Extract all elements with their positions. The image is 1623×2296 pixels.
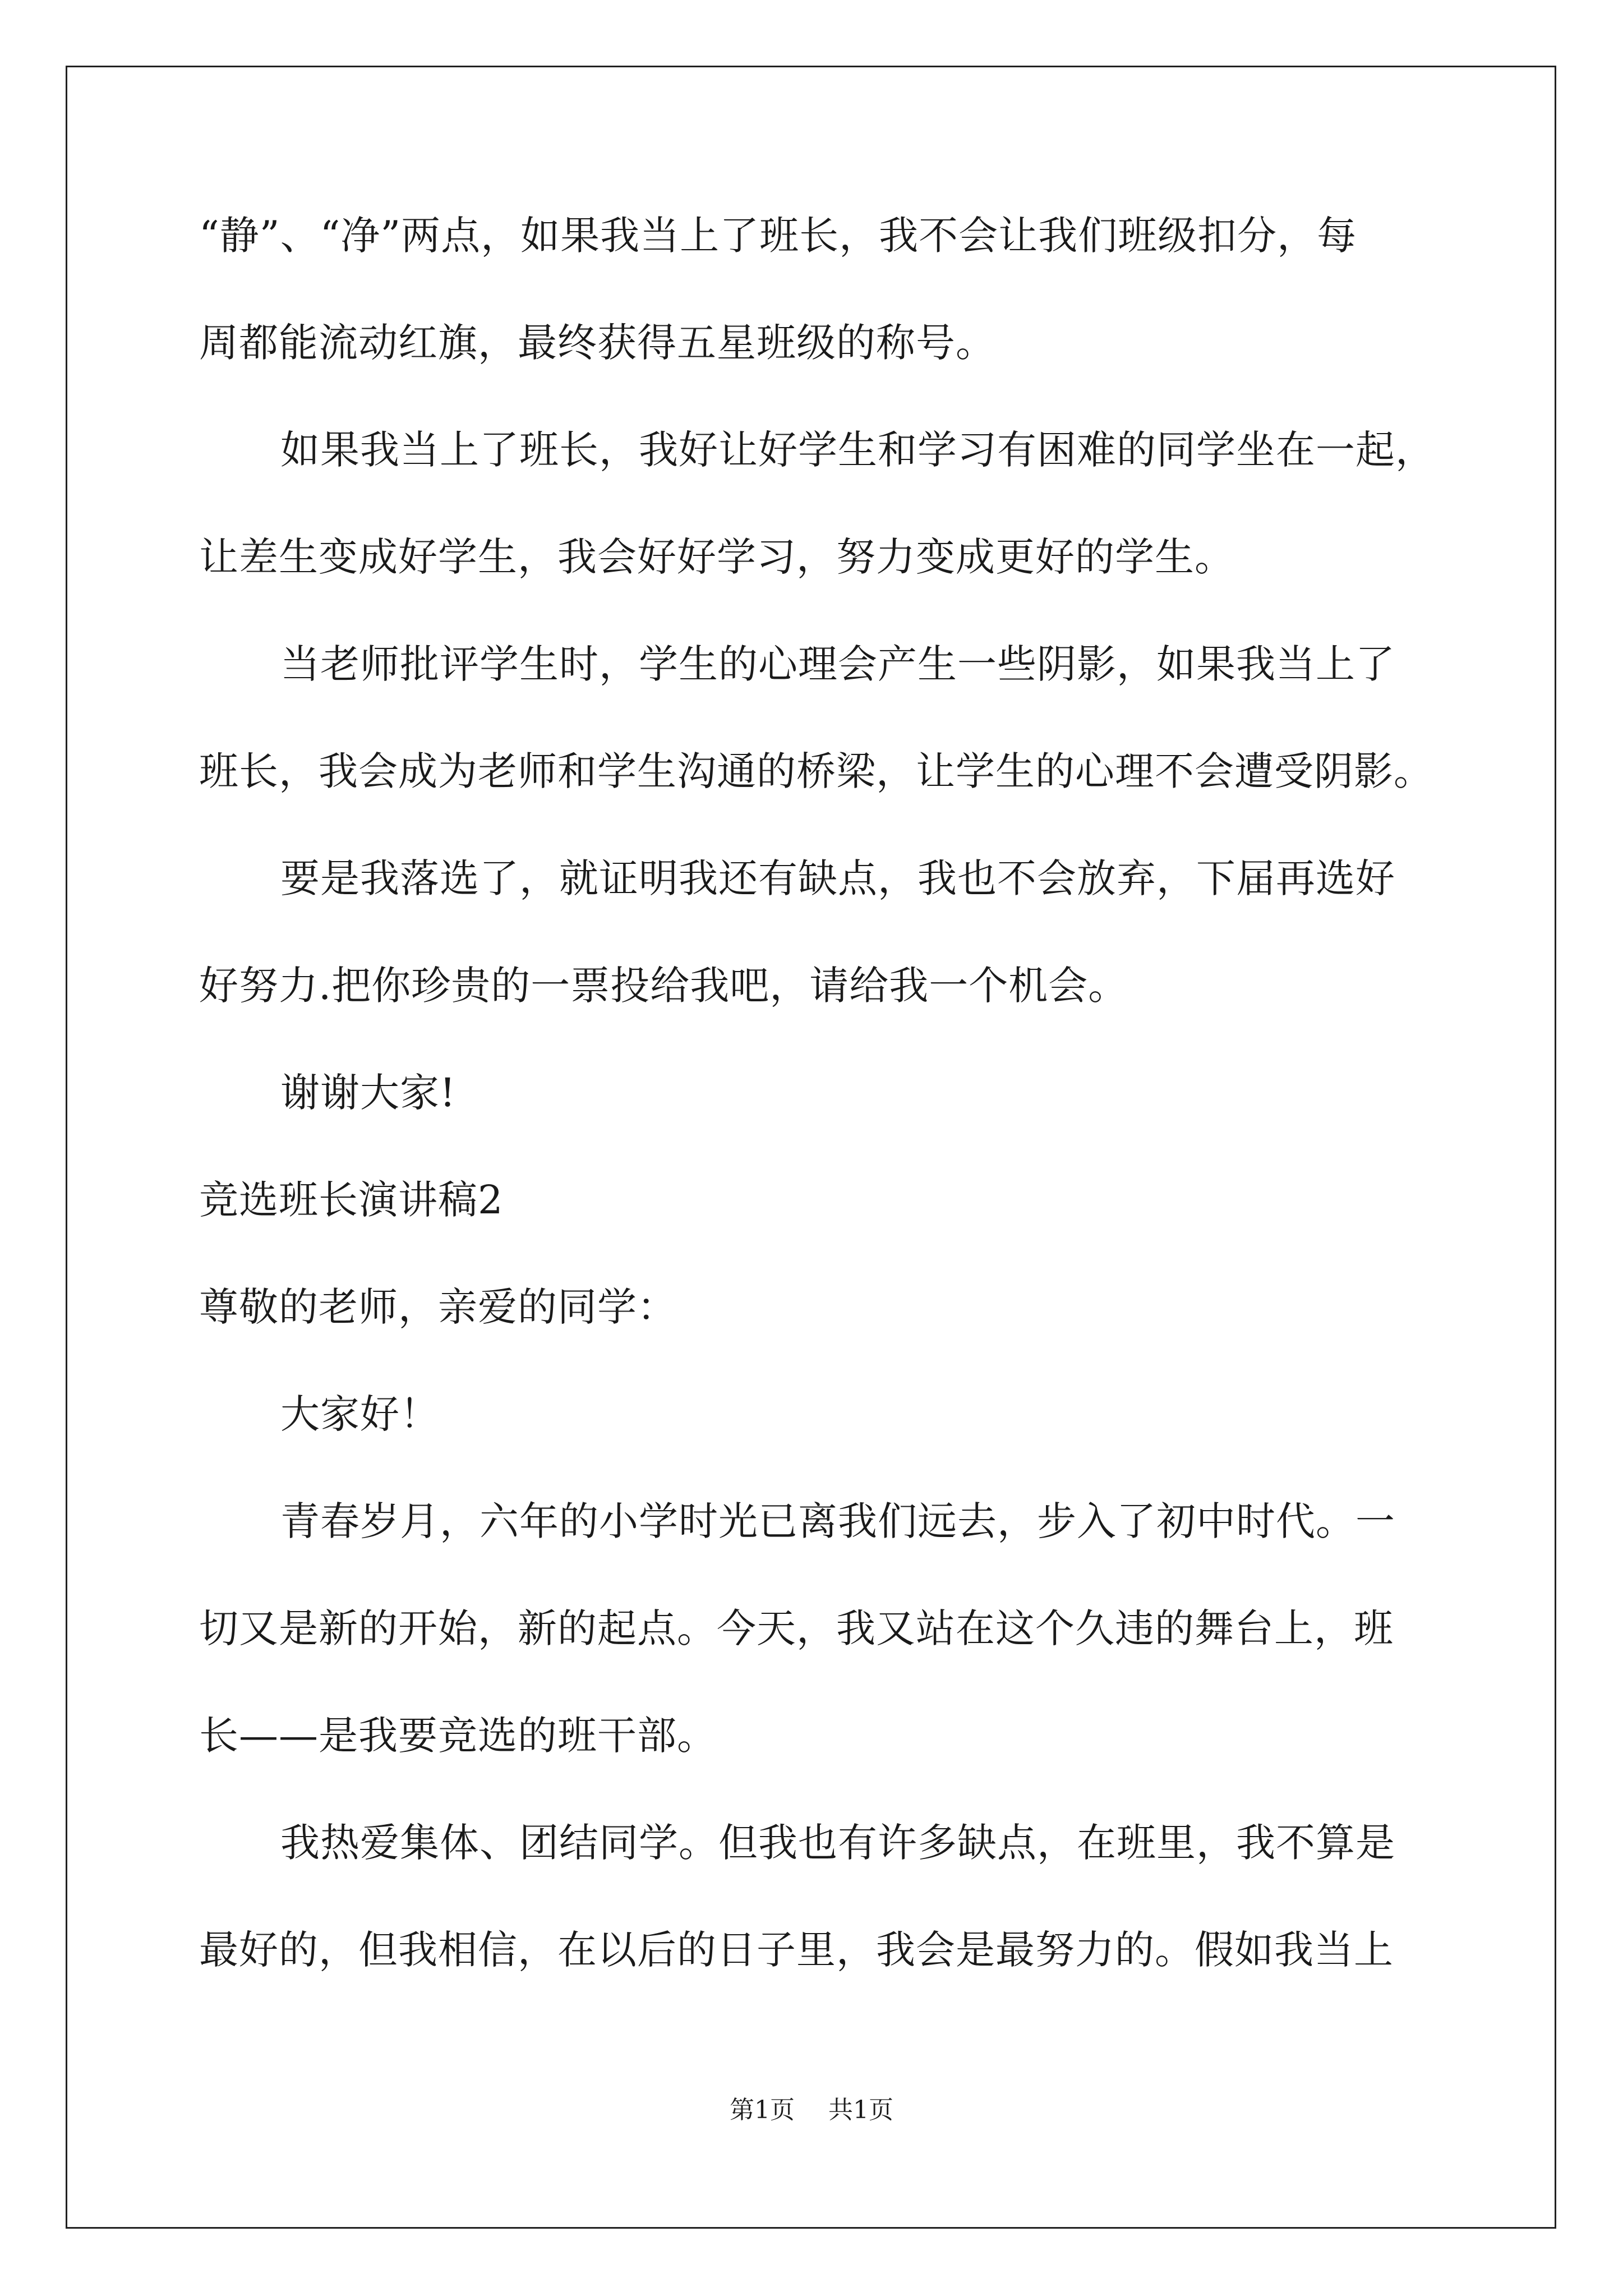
text-line: 好努力.把你珍贵的一票投给我吧，请给我一个机会。 [199, 963, 1128, 1009]
text-line: “静”、“净”两点，如果我当上了班长，我不会让我们班级扣分，每 [199, 213, 1357, 259]
section-heading: 竞选班长演讲稿2 [199, 1177, 504, 1223]
page-number-current: 第1页 [730, 2096, 795, 2124]
text-line: 班长，我会成为老师和学生沟通的桥梁，让学生的心理不会遭受阴影。 [199, 748, 1433, 794]
text-line: 长——是我要竞选的班干部。 [199, 1713, 717, 1759]
text-line: 当老师批评学生时，学生的心理会产生一些阴影，如果我当上了 [280, 641, 1395, 687]
text-line: 谢谢大家! [280, 1070, 457, 1116]
text-line: 要是我落选了，就证明我还有缺点，我也不会放弃，下届再选好 [280, 855, 1395, 901]
salutation: 尊敬的老师，亲爱的同学： [199, 1284, 677, 1330]
text-line: 如果我当上了班长，我好让好学生和学习有困难的同学坐在一起， [280, 427, 1435, 473]
greeting: 大家好！ [280, 1391, 440, 1437]
text-line: 周都能流动红旗，最终获得五星班级的称号。 [199, 320, 995, 366]
text-line: 切又是新的开始，新的起点。今天，我又站在这个久违的舞台上，班 [199, 1605, 1394, 1651]
page-number-total: 共1页 [828, 2096, 893, 2124]
page-footer [0, 2093, 1623, 2127]
text-line: 青春岁月，六年的小学时光已离我们远去，步入了初中时代。一 [280, 1498, 1395, 1544]
document-body [199, 208, 1438, 2029]
text-line: 我热爱集体、团结同学。但我也有许多缺点，在班里，我不算是 [280, 1820, 1395, 1866]
text-line: 最好的，但我相信，在以后的日子里，我会是最努力的。假如我当上 [199, 1927, 1394, 1973]
text-line: 让差生变成好学生，我会好好学习，努力变成更好的学生。 [199, 534, 1234, 580]
